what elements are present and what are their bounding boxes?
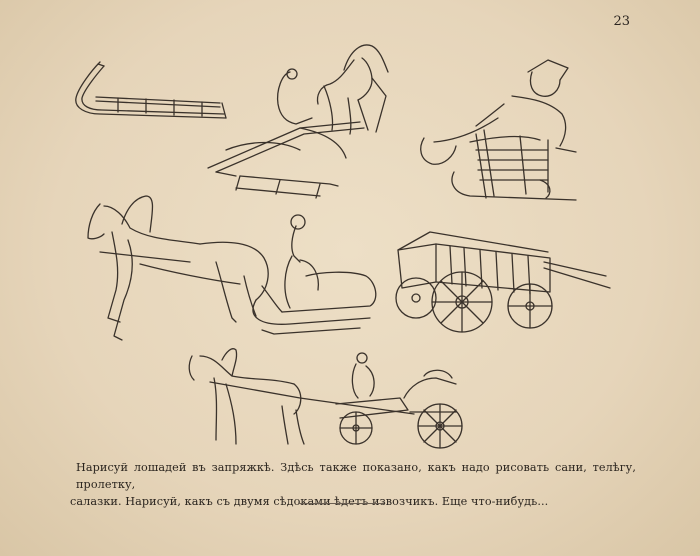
divider-rule [298,503,384,504]
horse-drawn-sleigh-with-driver-drawing [88,196,376,340]
wooden-cart-drawing [396,232,610,332]
caption-line-2: салазки. Нарисуй, какъ съ двумя сѣдоками ѣдетъ извозчикъ. Еще что-нибудь... [70,495,549,508]
horse-drawn-carriage-with-coachman-drawing [189,349,462,448]
boy-on-sled-drawing [421,60,576,200]
horse-with-sledge-and-driver-drawing [208,45,388,198]
page-number: 23 [613,14,630,29]
caption-line-1: Нарисуй лошадей въ запряжкѣ. Здѣсь также показано, какъ надо рисовать сани, телѣгу, пролетку, [76,461,636,491]
sled-drawing [76,62,226,118]
